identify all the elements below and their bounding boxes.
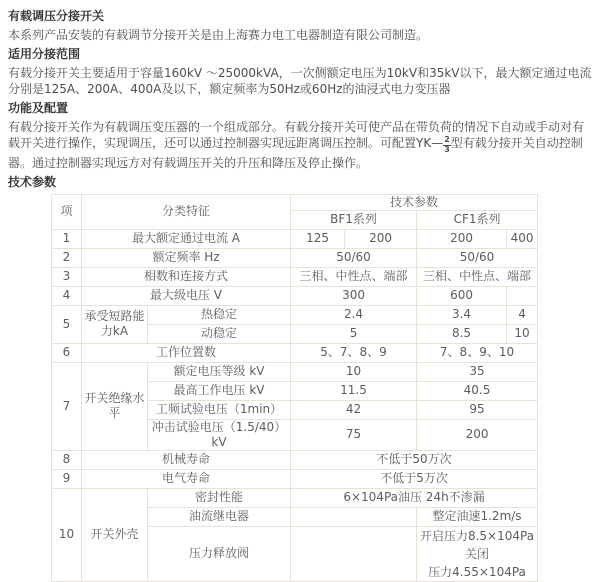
table-row-4 <box>52 286 538 305</box>
row-value: 10 <box>507 324 538 343</box>
row-sublabel: 密封性能 <box>148 488 291 507</box>
row-no: 6 <box>52 343 82 362</box>
col-header-feature: 分类特征 <box>82 194 291 229</box>
row-group-label: 开关外壳 <box>82 488 148 581</box>
col-header-tech-params: 技术参数 <box>291 194 538 210</box>
row-value: 5、7、8、9 <box>291 343 417 362</box>
row-no: 8 <box>52 450 82 469</box>
row-value: 8.5 <box>417 324 507 343</box>
row-value: 2.4 <box>291 305 417 324</box>
fraction-numerator: 2 <box>444 135 450 145</box>
table-row-7a <box>52 362 538 381</box>
row-value: 75 <box>291 419 417 450</box>
row-value: 125 <box>291 229 345 248</box>
row-value: 6×104Pa油压 24h不渗漏 <box>291 488 538 507</box>
row-sublabel: 额定电压等级 kV <box>148 362 291 381</box>
row-value: 整定油速1.2m/s <box>417 507 538 526</box>
function-section-title: 功能及配置 <box>8 101 69 115</box>
row-sublabel: 热稳定 <box>148 305 291 324</box>
row-value: 4 <box>507 305 538 324</box>
table-row-3 <box>52 267 538 286</box>
row-sublabel: 冲击试验电压（1.5/40）kV <box>148 419 291 450</box>
row-value: 50/60 <box>417 248 538 267</box>
row-value: 200 <box>417 229 507 248</box>
row-value-line-1: 开启压力8.5×104Pa 关闭 <box>419 528 535 561</box>
fraction-denominator: 3 <box>444 145 450 154</box>
table-row-2 <box>52 248 538 267</box>
row-value-empty <box>291 526 417 581</box>
row-value-line-2: 压力4.55×104Pa <box>428 564 526 579</box>
row-no: 4 <box>52 286 82 305</box>
row-label: 相数和连接方式 <box>82 267 291 286</box>
intro-paragraph: 本系列产品安装的有载调节分接开关是由上海赛力电工电器制造有限公司制造。 <box>8 28 429 42</box>
row-value: 5 <box>291 324 417 343</box>
row-no: 9 <box>52 469 82 488</box>
row-value: 95 <box>417 400 538 419</box>
row-group-label: 承受短路能力kA <box>82 305 148 343</box>
row-value: 42 <box>291 400 417 419</box>
table-row-8 <box>52 450 538 469</box>
table-row-10a <box>52 488 538 507</box>
row-no: 10 <box>52 488 82 581</box>
row-label: 最大额定通过电流 A <box>82 229 291 248</box>
row-value-empty <box>291 507 417 526</box>
page-title: 有载调压分接开关 <box>8 9 105 23</box>
table-header-row-1 <box>52 194 538 210</box>
function-paragraph <box>8 119 592 171</box>
table-row-6 <box>52 343 538 362</box>
technical-parameters-table <box>51 194 538 582</box>
row-no: 7 <box>52 362 82 450</box>
row-value <box>417 526 538 581</box>
col-header-bf1-series: BF1系列 <box>291 210 417 229</box>
function-text-after-fraction: 型有载分接开关自动控制器。通过控制器实现远方对有载调压开关的升压和降压及停止操作。 <box>8 136 583 170</box>
row-value: 不低于5万次 <box>291 469 538 488</box>
row-value: 不低于50万次 <box>291 450 538 469</box>
row-no: 2 <box>52 248 82 267</box>
row-value: 11.5 <box>291 381 417 400</box>
row-no: 1 <box>52 229 82 248</box>
row-value-empty <box>507 286 538 305</box>
table-row-9 <box>52 469 538 488</box>
row-value: 300 <box>291 286 417 305</box>
row-sublabel: 最高工作电压 kV <box>148 381 291 400</box>
row-value: 200 <box>417 419 538 450</box>
row-group-label: 开关绝缘水平 <box>82 362 148 450</box>
row-sublabel: 压力释放阀 <box>148 526 291 581</box>
row-label: 电气寿命 <box>82 469 291 488</box>
scope-section-title: 适用分接范围 <box>8 47 81 61</box>
table-row-5a <box>52 305 538 324</box>
row-label: 额定频率 Hz <box>82 248 291 267</box>
row-no: 5 <box>52 305 82 343</box>
row-value: 50/60 <box>291 248 417 267</box>
row-sublabel: 工频试验电压（1min） <box>148 400 291 419</box>
fraction-two-thirds <box>443 136 451 155</box>
scope-paragraph: 有载分接开关主要适用于容量160kV ～25000kVA，一次侧额定电压为10kV和35kV以下，最大额定通过电流分别是125A、200A、400A及以下，额定频率为50Hz或60Hz的油浸式电力变压器 <box>8 66 592 96</box>
col-header-item: 项 <box>52 194 82 229</box>
row-sublabel: 油流继电器 <box>148 507 291 526</box>
row-value: 200 <box>345 229 417 248</box>
row-value: 600 <box>417 286 507 305</box>
row-value: 35 <box>417 362 538 381</box>
table-row-1 <box>52 229 538 248</box>
function-text-before-fraction: 有载分接开关作为有载调压变压器的一个组成部分。有载分接开关可使产品在带负荷的情况下自动或手动对有载开关进行操作，实现调压，还可以通过控制器实现远距离调压控制。可配置YK— <box>8 120 585 150</box>
row-value: 3.4 <box>417 305 507 324</box>
row-value: 三相、中性点、端部 <box>291 267 417 286</box>
col-header-cf1-series: CF1系列 <box>417 210 538 229</box>
row-no: 3 <box>52 267 82 286</box>
row-sublabel: 动稳定 <box>148 324 291 343</box>
row-value: 7、8、9、10 <box>417 343 538 362</box>
row-label: 工作位置数 <box>82 343 291 362</box>
row-value: 400 <box>507 229 538 248</box>
row-label: 最大级电压 V <box>82 286 291 305</box>
row-label: 机械寿命 <box>82 450 291 469</box>
params-section-title: 技术参数 <box>8 174 57 189</box>
row-value: 三相、中性点、端部 <box>417 267 538 286</box>
row-value: 10 <box>291 362 417 381</box>
row-value: 40.5 <box>417 381 538 400</box>
